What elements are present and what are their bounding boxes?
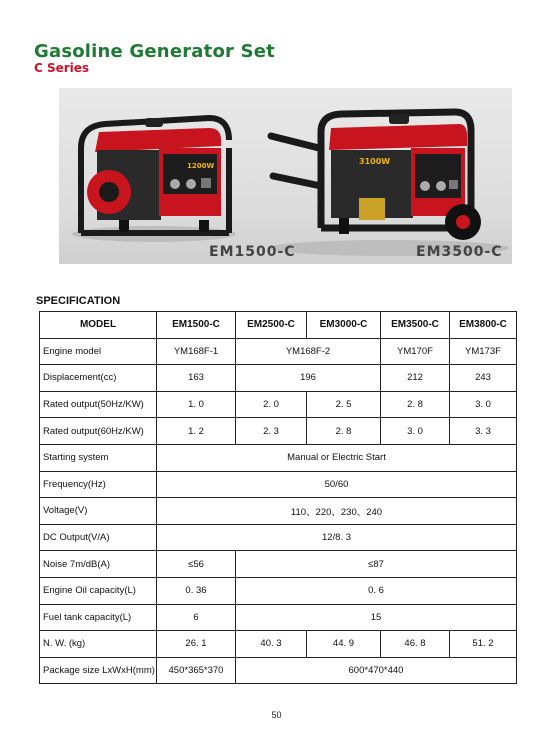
- table-cell: 2. 8: [381, 391, 450, 418]
- table-row: [40, 631, 517, 658]
- table-cell: 26. 1: [157, 631, 236, 658]
- generators-illustration: [59, 88, 512, 264]
- column-header: EM2500-C: [236, 312, 307, 339]
- table-cell: 46. 8: [381, 631, 450, 658]
- table-cell: 196: [236, 365, 381, 392]
- table-cell: 12/8. 3: [157, 524, 517, 551]
- table-cell: 2. 5: [307, 391, 381, 418]
- table-cell: 243: [450, 365, 517, 392]
- row-label: Displacement(cc): [40, 365, 157, 392]
- table-cell: 2. 3: [236, 418, 307, 445]
- table-cell: 15: [236, 604, 517, 631]
- row-label: Frequency(Hz): [40, 471, 157, 498]
- table-row: [40, 498, 517, 525]
- table-cell: ≤56: [157, 551, 236, 578]
- table-cell: 6: [157, 604, 236, 631]
- table-cell: YM168F-2: [236, 338, 381, 365]
- table-cell: 2. 0: [236, 391, 307, 418]
- table-cell: 51. 2: [450, 631, 517, 658]
- table-cell: 3. 3: [450, 418, 517, 445]
- column-header: EM3800-C: [450, 312, 517, 339]
- specification-heading: SPECIFICATION: [36, 295, 121, 307]
- table-cell: 2. 8: [307, 418, 381, 445]
- row-label: Package size LxWxH(mm): [40, 657, 157, 684]
- row-label: Starting system: [40, 444, 157, 471]
- table-row: [40, 338, 517, 365]
- table-cell: 0. 36: [157, 577, 236, 604]
- table-body: [40, 338, 517, 684]
- table-cell: 0. 6: [236, 577, 517, 604]
- table-cell: 110、220、230、240: [157, 498, 517, 525]
- table-cell: ≤87: [236, 551, 517, 578]
- generator-right-badge: 3100W: [359, 157, 391, 166]
- row-label: DC Output(V/A): [40, 524, 157, 551]
- table-cell: 600*470*440: [236, 657, 517, 684]
- column-header: EM3000-C: [307, 312, 381, 339]
- table-row: [40, 577, 517, 604]
- generator-em1500-illustration: [72, 118, 236, 242]
- column-header: EM3500-C: [381, 312, 450, 339]
- row-label: Noise 7m/dB(A): [40, 551, 157, 578]
- table-row: [40, 391, 517, 418]
- table-cell: YM170F: [381, 338, 450, 365]
- table-cell: 44. 9: [307, 631, 381, 658]
- table-row: [40, 524, 517, 551]
- specification-table: [39, 311, 517, 684]
- table-cell: 1. 2: [157, 418, 236, 445]
- table-row: [40, 444, 517, 471]
- row-label: Fuel tank capacity(L): [40, 604, 157, 631]
- table-cell: 163: [157, 365, 236, 392]
- table-cell: YM168F-1: [157, 338, 236, 365]
- table-row: [40, 365, 517, 392]
- table-row: [40, 418, 517, 445]
- page-number: 50: [271, 710, 282, 720]
- product-photo: [59, 88, 512, 264]
- row-label: Engine model: [40, 338, 157, 365]
- column-header: EM1500-C: [157, 312, 236, 339]
- table-cell: YM173F: [450, 338, 517, 365]
- photo-caption-left: EM1500-C: [209, 244, 296, 260]
- table-cell: 40. 3: [236, 631, 307, 658]
- table-cell: 450*365*370: [157, 657, 236, 684]
- table-cell: Manual or Electric Start: [157, 444, 517, 471]
- table-row: [40, 551, 517, 578]
- table-cell: 1. 0: [157, 391, 236, 418]
- photo-caption-right: EM3500-C: [416, 244, 503, 260]
- table-row: [40, 604, 517, 631]
- column-header: MODEL: [40, 312, 157, 339]
- table-row: [40, 657, 517, 684]
- page-title: Gasoline Generator Set: [34, 41, 275, 62]
- row-label: Rated output(50Hz/KW): [40, 391, 157, 418]
- series-subtitle: C Series: [34, 61, 90, 75]
- row-label: Rated output(60Hz/KW): [40, 418, 157, 445]
- table-header-row: [40, 312, 517, 339]
- row-label: Engine Oil capacity(L): [40, 577, 157, 604]
- generator-left-badge: 1200W: [187, 162, 215, 170]
- table-cell: 212: [381, 365, 450, 392]
- table-row: [40, 471, 517, 498]
- generator-em3500-illustration: [269, 112, 509, 256]
- table-cell: 3. 0: [381, 418, 450, 445]
- row-label: Voltage(V): [40, 498, 157, 525]
- table-cell: 50/60: [157, 471, 517, 498]
- table-cell: 3. 0: [450, 391, 517, 418]
- row-label: N. W. (kg): [40, 631, 157, 658]
